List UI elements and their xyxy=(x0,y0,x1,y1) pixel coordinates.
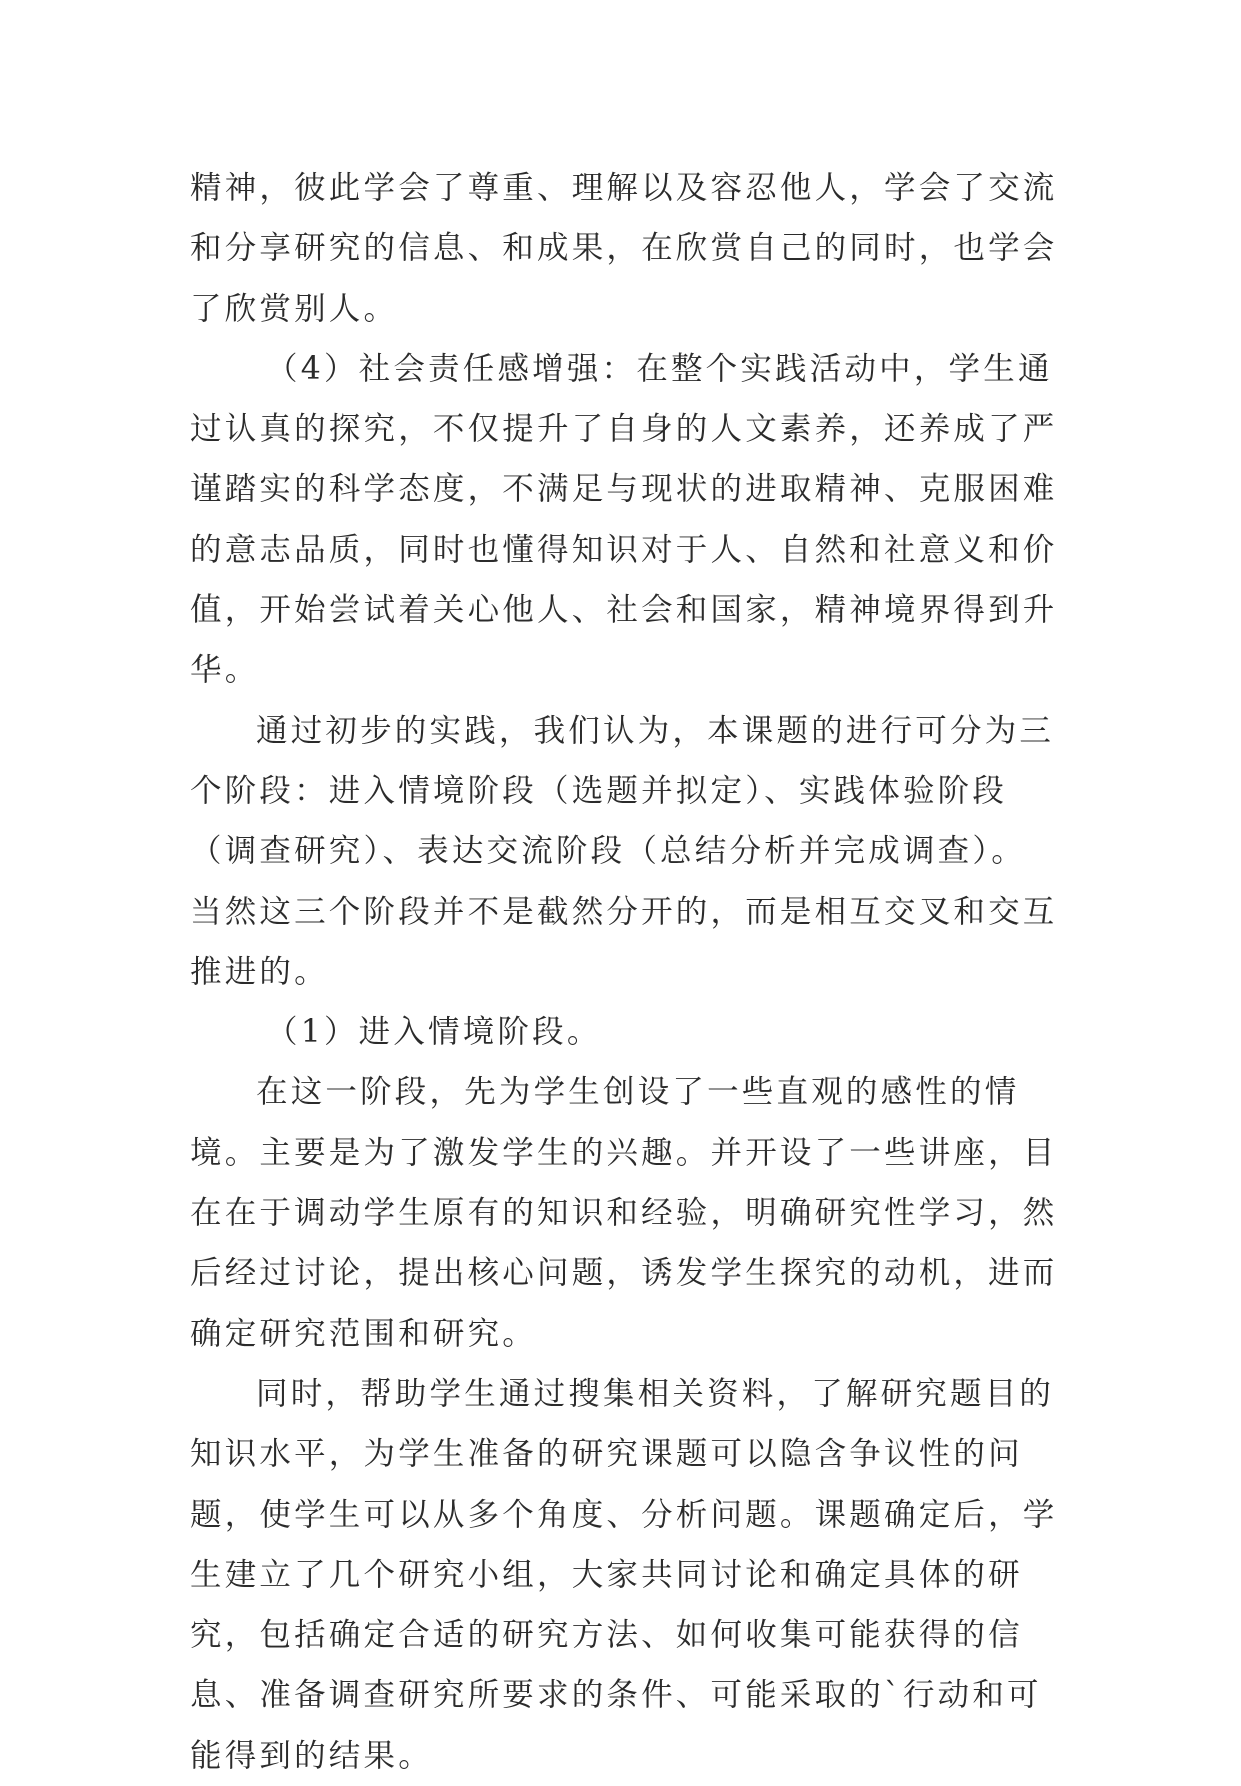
paragraph-stage-description: 在这一阶段，先为学生创设了一些直观的感性的情境。主要是为了激发学生的兴趣。并开设了一些讲座，目在在于调动学生原有的知识和经验，明确研究性学习，然后经过讨论，提出核心问题，诱发学生探究的动机，进而确定研究范围和研究。 xyxy=(190,1074,1058,1352)
paragraph-continuation: 精神，彼此学会了尊重、理解以及容忍他人，学会了交流和分享研究的信息、和成果，在欣赏自己的同时，也学会了欣赏别人。 xyxy=(190,170,1058,327)
paragraph-stage-heading: （1）进入情境阶段。 xyxy=(266,1014,602,1051)
document-body xyxy=(190,158,1060,1786)
paragraph-three-stages: 通过初步的实践，我们认为，本课题的进行可分为三个阶段：进入情境阶段（选题并拟定）、实践体验阶段（调查研究）、表达交流阶段（总结分析并完成调查）。当然这三个阶段并不是截然分开的，而是相互交叉和交互推进的。 xyxy=(190,712,1058,990)
paragraph-research-groups: 同时，帮助学生通过搜集相关资料，了解研究题目的知识水平，为学生准备的研究课题可以隐含争议性的问题，使学生可以从多个角度、分析问题。课题确定后，学生建立了几个研究小组，大家共同讨论和确定具体的研究，包括确定合适的研究方法、如何收集可能获得的信息、准备调查研究所要求的条件、可能采取的`行动和可能得到的结果。 xyxy=(190,1375,1058,1774)
paragraph-social-responsibility: （4）社会责任感增强：在整个实践活动中，学生通过认真的探究，不仅提升了自身的人文素养，还养成了严谨踏实的科学态度，不满足与现状的进取精神、克服困难的意志品质，同时也懂得知识对于人、自然和社意义和价值，开始尝试着关心他人、社会和国家，精神境界得到升华。 xyxy=(190,350,1058,689)
